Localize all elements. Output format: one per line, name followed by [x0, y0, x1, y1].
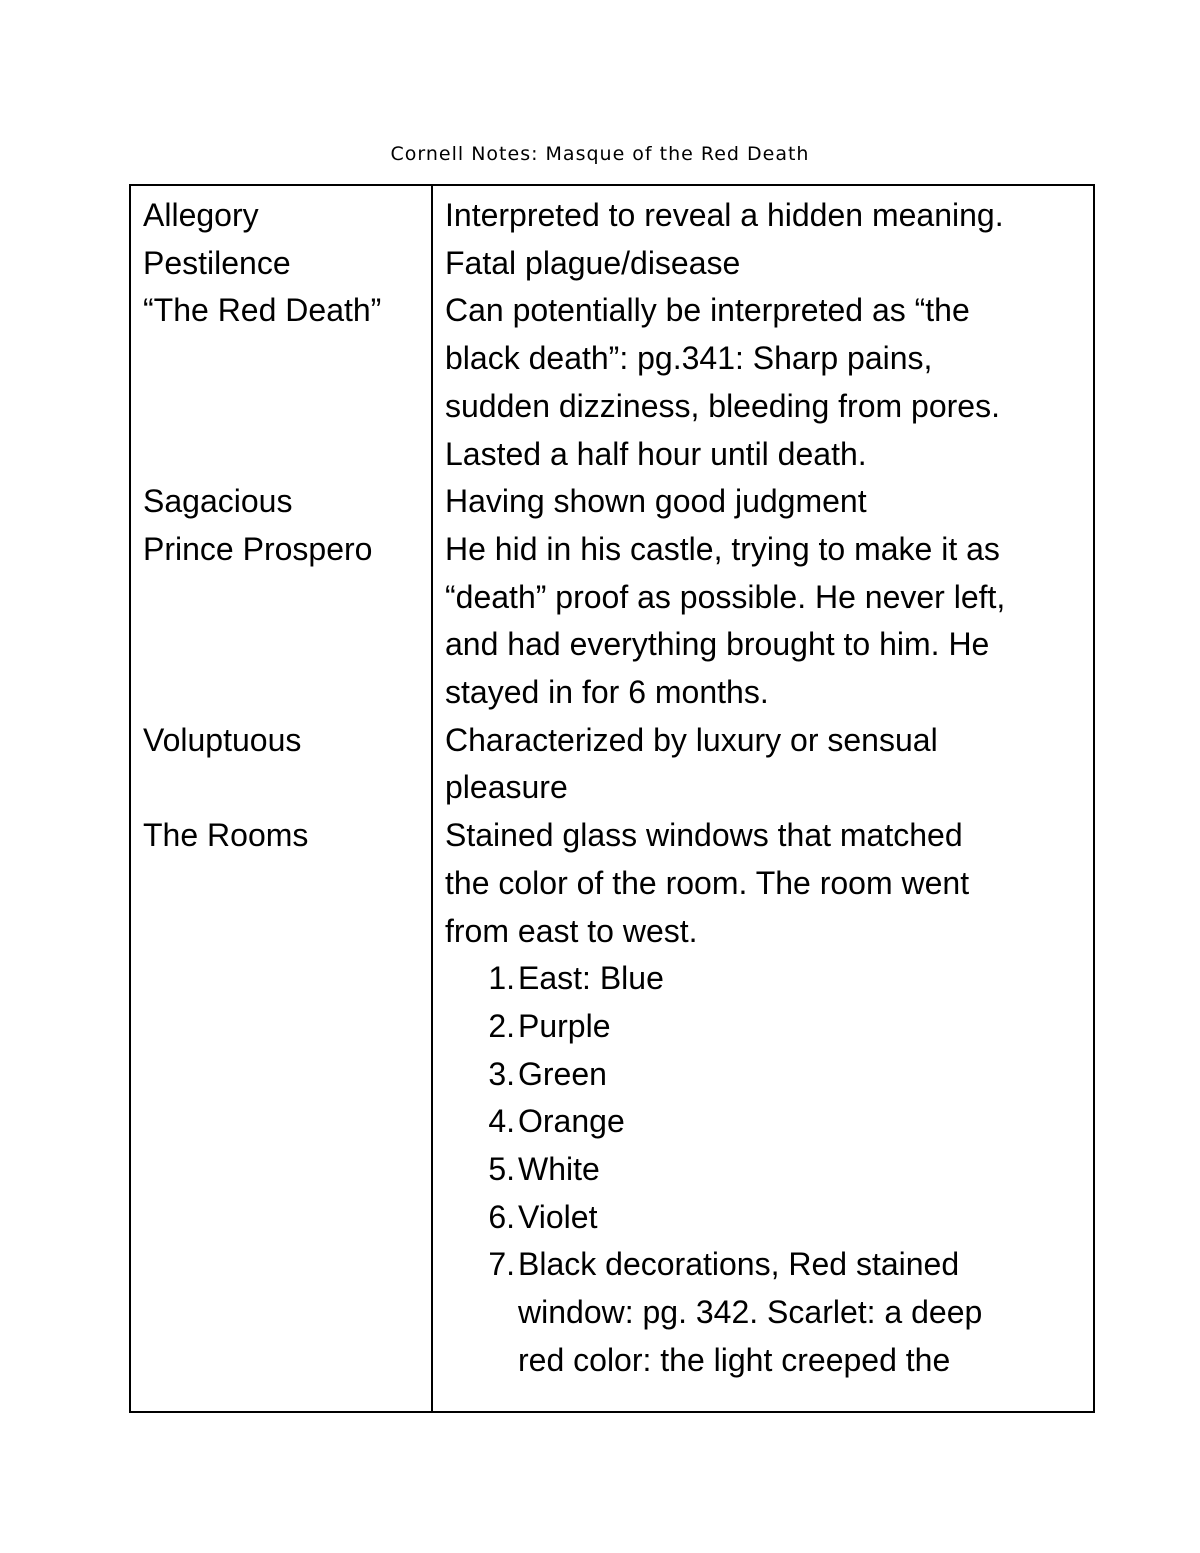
definition-line: Characterized by luxury or sensual [445, 721, 938, 758]
definition-line: He hid in his castle, trying to make it as [445, 530, 1000, 567]
term-label: Allegory [143, 197, 259, 233]
definition-entry [445, 717, 1093, 812]
term-spacer [143, 1337, 431, 1385]
list-number: 3. [488, 1055, 515, 1092]
term-spacer [143, 1241, 431, 1289]
list-item-text: Green [518, 1055, 607, 1092]
definition-line: Stained glass windows that matched [445, 817, 963, 854]
term-spacer [143, 1194, 431, 1242]
term-entry [143, 526, 431, 717]
term-entry [143, 240, 431, 288]
term-label: Voluptuous [143, 721, 302, 758]
list-number: 1. [488, 960, 515, 997]
term-label: Sagacious [143, 483, 293, 520]
page-title: Cornell Notes: Masque of the Red Death [390, 143, 810, 165]
term-spacer [143, 574, 431, 622]
room-color-list-item [445, 1003, 1093, 1051]
definition-line: from east to west. [445, 912, 698, 949]
notes-list [445, 186, 1093, 1385]
room-color-list-item [445, 1241, 1093, 1289]
definition-line: and had everything brought to him. He [445, 626, 990, 663]
term-spacer [143, 669, 431, 717]
definition-line: “death” proof as possible. He never left, [445, 578, 1006, 615]
room-color-list-item [445, 1098, 1093, 1146]
list-item-text: Violet [518, 1198, 598, 1235]
definition-line: Fatal plague/disease [445, 244, 741, 281]
term-spacer [143, 1051, 431, 1099]
term-entry [143, 812, 431, 1384]
terms-column [131, 186, 433, 1411]
term-entry [143, 287, 431, 478]
list-item-text: window: pg. 342. Scarlet: a deep [518, 1294, 983, 1331]
list-item-text: Orange [518, 1103, 625, 1140]
term-spacer [143, 1289, 431, 1337]
term-spacer [143, 764, 431, 812]
definition-entry [445, 526, 1093, 717]
definition-entry [445, 240, 1093, 288]
term-label: “The Red Death” [143, 292, 382, 329]
term-label: Prince Prospero [143, 530, 373, 567]
list-item-text: red color: the light creeped the [518, 1341, 951, 1378]
room-color-list-item [445, 1337, 1093, 1385]
definition-entry [445, 812, 1093, 1384]
term-spacer [143, 908, 431, 956]
list-number [445, 1289, 518, 1337]
term-spacer [143, 431, 431, 479]
list-item-text: Black decorations, Red stained [518, 1246, 960, 1283]
room-color-list-item [445, 1289, 1093, 1337]
definition-line: stayed in for 6 months. [445, 674, 769, 711]
definition-line: pleasure [445, 769, 568, 806]
room-color-list [445, 955, 1093, 1384]
list-number: 7. [488, 1246, 515, 1283]
term-entry [143, 717, 431, 812]
definition-line: Lasted a half hour until death. [445, 435, 867, 472]
room-color-list-item [445, 1194, 1093, 1242]
term-spacer [143, 383, 431, 431]
notes-column [433, 186, 1093, 1411]
term-spacer [143, 955, 431, 1003]
definition-line: Interpreted to reveal a hidden meaning. [445, 197, 1004, 233]
list-number: 5. [488, 1151, 515, 1188]
definition-line: Having shown good judgment [445, 483, 867, 520]
definition-line: sudden dizziness, bleeding from pores. [445, 387, 1000, 424]
definition-entry [445, 478, 1093, 526]
definition-line: black death”: pg.341: Sharp pains, [445, 340, 933, 377]
list-number: 6. [488, 1198, 515, 1235]
term-entry [143, 478, 431, 526]
definition-line: the color of the room. The room went [445, 864, 970, 901]
list-number [445, 1337, 518, 1385]
definition-line: Can potentially be interpreted as “the [445, 292, 970, 329]
term-spacer [143, 621, 431, 669]
room-color-list-item [445, 955, 1093, 1003]
term-spacer [143, 1146, 431, 1194]
cornell-notes-table [129, 184, 1095, 1413]
term-entry [143, 192, 431, 240]
term-label: The Rooms [143, 817, 309, 854]
term-spacer [143, 335, 431, 383]
definition-entry [445, 192, 1093, 240]
list-item-text: White [518, 1151, 600, 1188]
term-spacer [143, 1003, 431, 1051]
list-item-text: East: Blue [518, 960, 664, 997]
list-number: 2. [488, 1007, 515, 1044]
room-color-list-item [445, 1146, 1093, 1194]
term-spacer [143, 860, 431, 908]
list-item-text: Purple [518, 1007, 611, 1044]
terms-list [143, 186, 431, 1385]
room-color-list-item [445, 1051, 1093, 1099]
term-spacer [143, 1098, 431, 1146]
list-number: 4. [488, 1103, 515, 1140]
term-label: Pestilence [143, 244, 291, 281]
definition-entry [445, 287, 1093, 478]
